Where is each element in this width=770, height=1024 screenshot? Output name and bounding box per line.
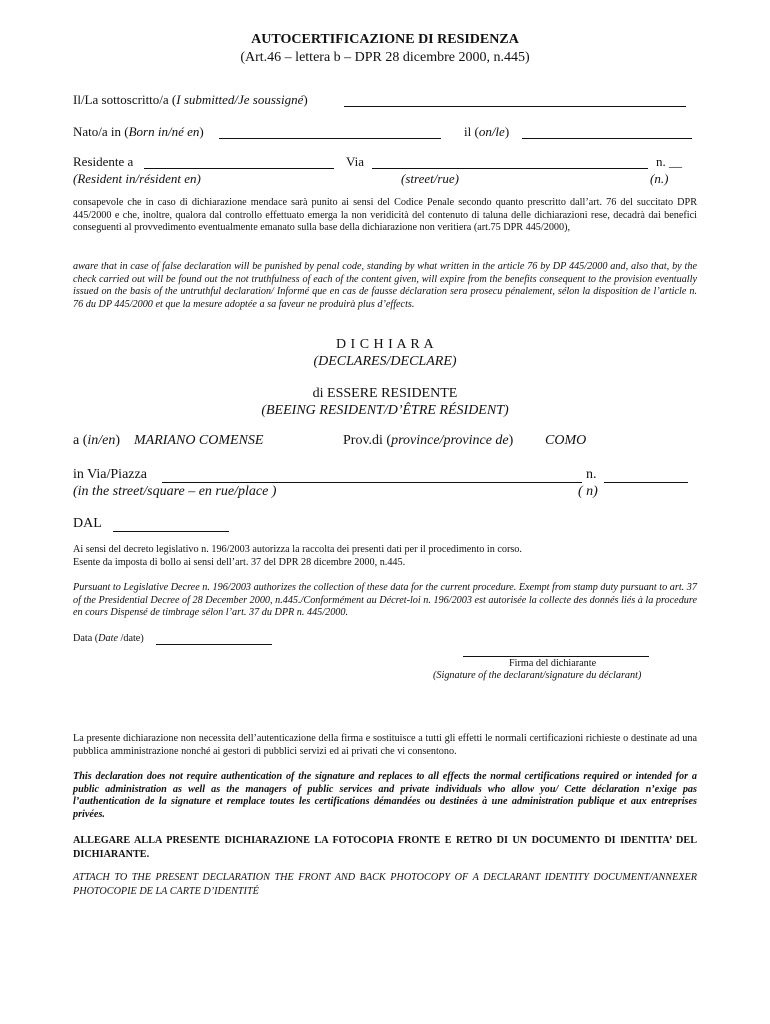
declare-title: D I C H I A R A [335,337,435,352]
since-date-field[interactable] [113,516,229,532]
street-number-sublabel: ( n) [578,484,598,499]
signature-field[interactable] [463,656,649,657]
resident-city-field[interactable] [144,154,334,169]
street-sublabel: (in the street/square – en rue/place ) [73,484,277,499]
resident-subtitle: (BEEING RESIDENT/D’ÊTRE RÉSIDENT) [261,403,509,418]
attach-instruction: ALLEGARE ALLA PRESENTE DICHIARAZIONE LA FOTOCOPIA FRONTE E RETRO DI UN DOCUMENTO DI IDENTITA’ DEL DICHIARANTE. [73,835,697,860]
penalty-notice-translation: aware that in case of false declaration will be punished by penal code, standing by what written in the article 76 by DP 445/2000 and, also that, by the check carried out will be found out the not truthfulness of each of the content given, will expire from the benefits consequent to the provision eventually issued on the basis of the untruthful declaration/ Informé que en cas de fausse déclaration sera prosecu pénalement, sélon la disposition de l’article n. 76 du DP 445/2000 et que la mesure adoptée a sa faveur ne produirà plus d’effects. [73,261,697,310]
document-subtitle: (Art.46 – lettera b – DPR 28 dicembre 2000, n.445) [240,50,530,65]
privacy-line-2: Esente da imposta di bollo ai sensi dell’art. 37 del DPR 28 dicembre 2000, n.445. [73,557,406,568]
number-sublabel: (n.) [650,171,669,186]
street-sublabel: (street/rue) [401,171,459,186]
resident-title: di ESSERE RESIDENTE [312,386,458,401]
signature-sublabel: (Signature of the declarant/signature du déclarant) [433,670,642,681]
resident-label: Residente a [73,154,134,169]
privacy-translation: Pursuant to Legislative Decree n. 196/2003 authorizes the collection of these data for the current procedure. Exempt from stamp duty pursuant to art. 37 of the Presidential Decree of 28 December 2000, n.445./Conformément au Décret-loi n. 196/2003 est autorisée la collecte des donnés liés à la procedure en cours Dispensé de timbrage sélon l’art. 37 du DPR n. 445/2000. [73,582,697,619]
signer-label: Il/La sottoscritto/a (I submitted/Je soussigné) [73,92,308,107]
house-number-label: n. __ [656,154,682,169]
authentication-notice-translation: This declaration does not require authentication of the signature and replaces to all effects the normal certifications required or intended for a public administration as well as the managers of public services and private individuals who allow you/ Cette déclaration n’exige pas l’authentication de la signature et remplace toutes les certifications démandées ou destinées à une administration publique et aux entreprises privées. [73,771,697,820]
via-label: Via [346,154,364,169]
date-label: Data (Date /date) [73,633,144,644]
birthdate-label: il (on/le) [464,124,510,139]
signature-label: Firma del dichiarante [509,658,597,669]
birthdate-field[interactable] [522,124,692,139]
birthplace-field[interactable] [219,124,441,139]
privacy-line-1: Ai sensi del decreto legislativo n. 196/2003 autorizza la raccolta dei presenti dati per il procedimento in corso. [73,544,522,555]
street-field[interactable] [162,467,582,483]
location-label: a (in/en) [73,433,121,448]
street-label: in Via/Piazza [73,467,147,482]
attach-instruction-translation: ATTACH TO THE PRESENT DECLARATION THE FRONT AND BACK PHOTOCOPY OF A DECLARANT IDENTITY DOCUMENT/ANNEXER PHOTOCOPIE DE LA CARTE D’IDENTITÉ [73,872,697,897]
province-label: Prov.di (province/province de) [343,433,514,448]
street-number-label: n. [586,467,597,482]
penalty-notice: consapevole che in caso di dichiarazione mendace sarà punito ai sensi del Codice Penale secondo quanto prescritto dall’art. 76 del succitato DPR 445/2000 e che, inoltre, qualora dal controllo effettuato emerga la non veridicità del contenuto di taluna delle dichiarazioni rese, decadrà dai benefici conseguenti al provvedimento eventualmente emanato sulla base della dichiarazione non veritiera (art.75 DPR 445/2000), [73,197,697,234]
since-label: DAL [73,516,102,531]
province-value: COMO [545,433,587,448]
document-title: AUTOCERTIFICAZIONE DI RESIDENZA [251,32,519,47]
resident-sublabel: (Resident in/résident en) [73,171,201,186]
street-number-field[interactable] [604,467,688,483]
declare-subtitle: (DECLARES/DECLARE) [313,354,457,369]
resident-street-field[interactable] [372,154,648,169]
authentication-notice: La presente dichiarazione non necessita dell’autenticazione della firma e sostituisce a tutti gli effetti le normali certificazioni richieste o destinate ad una pubblica amministrazione nonché ai gestori di pubblici servizi ed ai privati che vi consentono. [73,733,697,757]
signer-name-field[interactable] [344,92,686,107]
date-field[interactable] [156,633,272,645]
city-value: MARIANO COMENSE [134,433,264,448]
born-label: Nato/a in (Born in/né en) [73,124,204,139]
